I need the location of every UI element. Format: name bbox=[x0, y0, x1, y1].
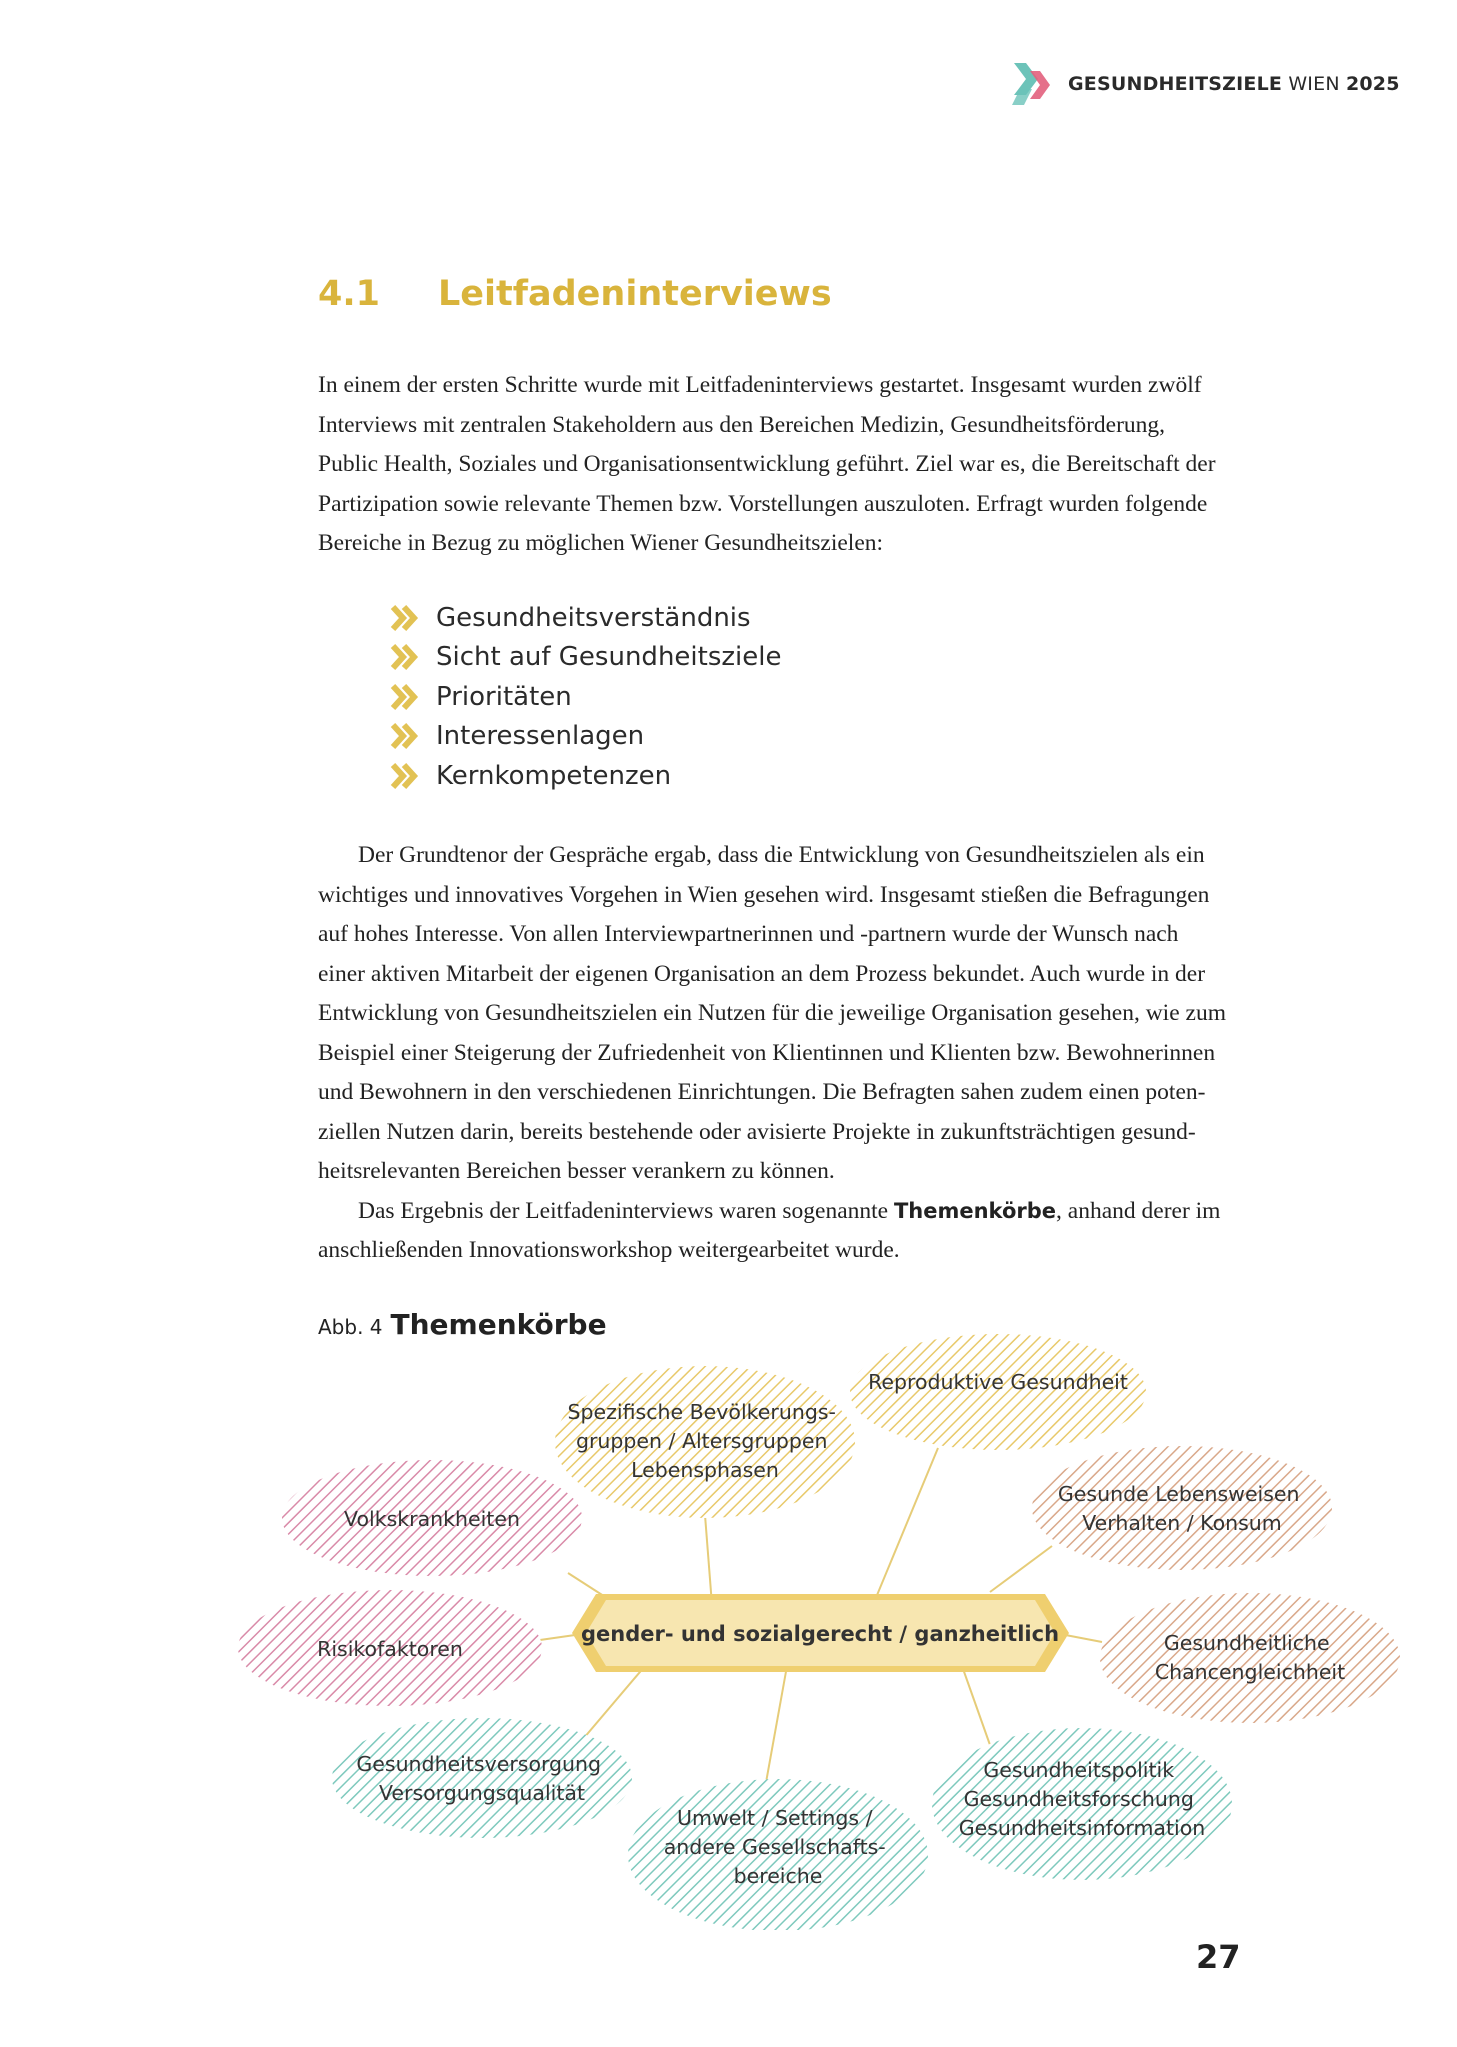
double-chevron-right-icon bbox=[390, 682, 420, 712]
body-line: wichtiges und innovatives Vorgehen in Wien gesehen wird. Insgesamt stießen die Befragungen bbox=[318, 881, 1210, 908]
topic-label-line: Chancengleichheit bbox=[1154, 1660, 1346, 1684]
section-title bbox=[318, 274, 832, 314]
body-line: Entwicklung von Gesundheitszielen ein Nutzen für die jeweilige Organisation gesehen, wie zum bbox=[318, 1000, 1226, 1026]
themenkoerbe-diagram bbox=[220, 1330, 1420, 1930]
result-post: , anhand derer im bbox=[1056, 1197, 1221, 1224]
topic-bullet-list bbox=[390, 598, 781, 796]
section-heading: Leitfadeninterviews bbox=[438, 274, 832, 314]
page-number: 27 bbox=[1196, 1938, 1241, 1976]
topic-bubble-chancengleichheit bbox=[1100, 1593, 1400, 1723]
header-title-rest: WIEN bbox=[1282, 73, 1346, 95]
topic-label bbox=[344, 1507, 520, 1531]
double-chevron-right-icon bbox=[390, 603, 420, 633]
body-line: Beispiel einer Steigerung der Zufriedenheit von Klientinnen und Klienten bzw. Bewohnerinnen bbox=[318, 1039, 1216, 1066]
body-line: und Bewohnern in den verschiedenen Einrichtungen. Die Befragten sahen zudem einen poten- bbox=[318, 1079, 1206, 1105]
double-chevron-right-icon bbox=[390, 642, 420, 672]
bullet-label: Prioritäten bbox=[436, 681, 572, 712]
topic-label-line: Volkskrankheiten bbox=[344, 1507, 520, 1531]
topic-label bbox=[317, 1637, 463, 1661]
list-item bbox=[390, 638, 781, 678]
topic-label-line: gruppen / Altersgruppen bbox=[575, 1429, 828, 1453]
topic-label-line: Gesundheitsinformation bbox=[958, 1816, 1206, 1840]
connector-line bbox=[765, 1666, 787, 1788]
topic-label-line: Gesundheitsversorgung bbox=[356, 1752, 602, 1776]
bullet-label: Kernkompetenzen bbox=[436, 760, 672, 791]
header-title bbox=[1068, 73, 1400, 95]
result-keyword: Themenkörbe bbox=[893, 1198, 1057, 1223]
figure-title: Themenkörbe bbox=[390, 1308, 607, 1341]
section-number: 4.1 bbox=[318, 274, 381, 314]
intro-line: Interviews mit zentralen Stakeholdern aus den Bereichen Medizin, Gesundheitsförderung, bbox=[318, 411, 1166, 438]
list-item bbox=[390, 677, 781, 717]
topic-label-line: Verhalten / Konsum bbox=[1082, 1511, 1282, 1535]
intro-line: In einem der ersten Schritte wurde mit Leitfadeninterviews gestartet. Insgesamt wurden zwölf bbox=[318, 372, 1202, 398]
intro-line: Partizipation sowie relevante Themen bzw. Vorstellungen auszuloten. Erfragt wurden folgende bbox=[318, 490, 1208, 517]
intro-line: Public Health, Soziales und Organisationsentwicklung geführt. Ziel war es, die Bereitschaft der bbox=[318, 451, 1216, 477]
double-chevron-right-icon bbox=[390, 761, 420, 791]
list-item bbox=[390, 717, 781, 757]
body-line: auf hohes Interesse. Von allen Interviewpartnerinnen und -partnern wurde der Wunsch nach bbox=[318, 921, 1179, 947]
topic-label-line: Reproduktive Gesundheit bbox=[868, 1370, 1128, 1394]
intro-paragraph bbox=[318, 366, 1338, 564]
double-chevron-right-icon bbox=[390, 721, 420, 751]
body-line: heitsrelevanten Bereichen besser verankern zu können. bbox=[318, 1158, 835, 1184]
topic-label-line: bereiche bbox=[733, 1864, 823, 1888]
connector-line bbox=[990, 1546, 1052, 1592]
connector-line bbox=[540, 1635, 575, 1640]
body-line: einer aktiven Mitarbeit der eigenen Organisation an dem Prozess bekundet. Auch wurde in der bbox=[318, 960, 1206, 987]
topic-label-line: Gesunde Lebensweisen bbox=[1057, 1482, 1300, 1506]
topic-label-line: andere Gesellschafts- bbox=[663, 1835, 886, 1859]
intro-line: Bereiche in Bezug zu möglichen Wiener Gesundheitszielen: bbox=[318, 530, 884, 556]
topic-label-line: Gesundheitsforschung bbox=[963, 1787, 1194, 1811]
result-pre: Das Ergebnis der Leitfadeninterviews waren sogenannte bbox=[358, 1197, 894, 1224]
topic-label-line: Lebensphasen bbox=[631, 1458, 779, 1482]
bullet-label: Interessenlagen bbox=[436, 721, 645, 752]
topic-label-line: Gesundheitliche bbox=[1163, 1631, 1330, 1655]
topic-bubble-gesundheitsversorgung bbox=[332, 1718, 632, 1838]
result-line-2: anschließenden Innovationsworkshop weitergearbeitet wurde. bbox=[318, 1237, 900, 1263]
list-item bbox=[390, 598, 781, 638]
connector-line bbox=[962, 1666, 990, 1745]
topic-label bbox=[868, 1370, 1128, 1394]
body-paragraph bbox=[318, 836, 1338, 1271]
header-title-year: 2025 bbox=[1345, 73, 1400, 95]
gesundheitsziele-logo-icon bbox=[1010, 61, 1058, 107]
center-label: gender- und sozialgerecht / ganzheitlich bbox=[580, 1622, 1060, 1646]
topic-label-line: Spezifische Bevölkerungs- bbox=[567, 1400, 836, 1424]
topic-label bbox=[959, 1758, 1206, 1840]
result-line bbox=[318, 1192, 1338, 1232]
bullet-label: Gesundheitsverständnis bbox=[436, 602, 751, 633]
topic-label-line: Umwelt / Settings / bbox=[676, 1806, 873, 1830]
list-item bbox=[390, 756, 781, 796]
running-header bbox=[1010, 58, 1400, 110]
topic-label-line: Gesundheitspolitik bbox=[983, 1758, 1175, 1782]
header-title-bold: GESUNDHEITSZIELE bbox=[1068, 73, 1283, 95]
connector-line bbox=[875, 1448, 938, 1600]
figure-label: Abb. 4 bbox=[318, 1315, 383, 1339]
bullet-label: Sicht auf Gesundheitsziele bbox=[436, 642, 782, 673]
body-line: ziellen Nutzen darin, bereits bestehende oder avisierte Projekte in zukunftsträchtigen gesund- bbox=[318, 1118, 1196, 1145]
connector-line bbox=[705, 1515, 712, 1605]
body-line: Der Grundtenor der Gespräche ergab, dass die Entwicklung von Gesundheitszielen als ein bbox=[358, 842, 1205, 868]
topic-label-line: Versorgungsqualität bbox=[378, 1781, 586, 1805]
topic-label-line: Risikofaktoren bbox=[317, 1637, 463, 1661]
topic-bubble-gesunde-lebensweisen bbox=[1032, 1446, 1332, 1570]
